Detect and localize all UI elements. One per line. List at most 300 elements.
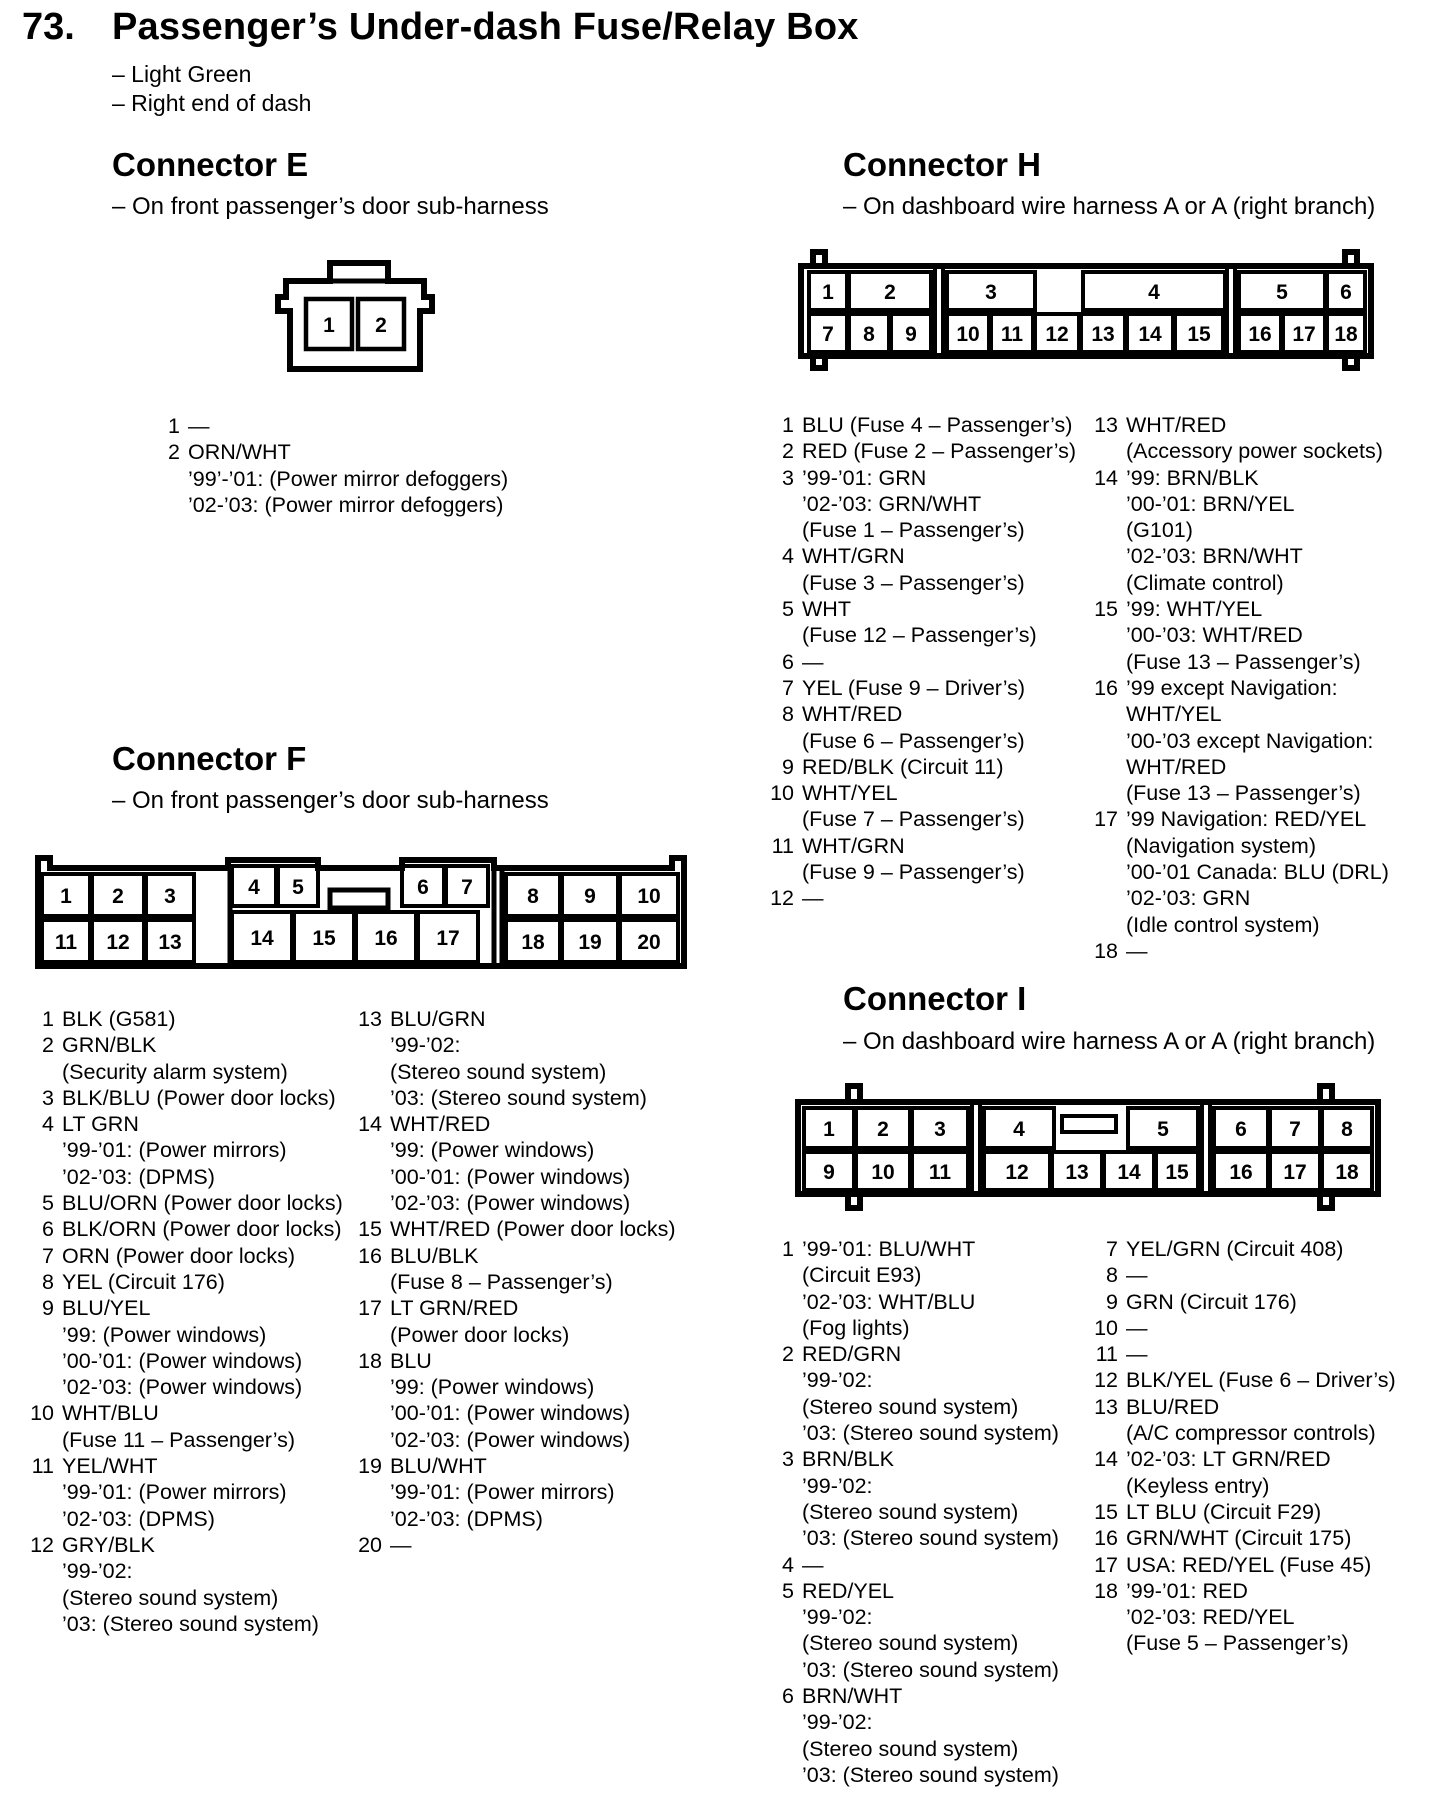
connector-f-pin-15-entry bbox=[352, 1216, 702, 1242]
pin-number: 4 bbox=[782, 544, 794, 569]
connector-f-pin-6-entry bbox=[24, 1216, 364, 1242]
connector-i-pin-label: 11 bbox=[928, 1161, 952, 1184]
connector-f-pin-label: 16 bbox=[374, 927, 398, 950]
connector-e-diagram bbox=[270, 255, 440, 375]
connector-i-pin-label: 9 bbox=[823, 1161, 835, 1184]
connector-f-pin-label: 20 bbox=[637, 931, 661, 954]
pin-wire-info: ’99-’01: (Power mirrors) bbox=[390, 1480, 615, 1505]
connector-f-pin-3-entry bbox=[24, 1085, 364, 1111]
pin-wire-info: ’02-’03: GRN/WHT bbox=[802, 491, 982, 516]
pin-number: 15 bbox=[1094, 1499, 1118, 1524]
pin-wire-info: (Navigation system) bbox=[1126, 833, 1316, 858]
pin-wire-info: (Fuse 6 – Passenger’s) bbox=[802, 728, 1025, 753]
connector-h-pin-5-entry bbox=[764, 596, 1104, 649]
pin-wire-info: USA: RED/YEL (Fuse 45) bbox=[1126, 1552, 1372, 1577]
connector-e-pin-1-entry bbox=[150, 413, 570, 439]
pin-number: 3 bbox=[782, 465, 794, 490]
pin-wire-info: ’02-’03: WHT/BLU bbox=[802, 1289, 976, 1314]
pin-wire-info: BRN/WHT bbox=[802, 1684, 903, 1709]
connector-h-title: Connector H bbox=[843, 146, 1041, 183]
connector-f-pin-label: 8 bbox=[527, 885, 539, 908]
pin-wire-info: ’99-’01: (Power mirrors) bbox=[62, 1138, 287, 1163]
pin-wire-info: BLU (Fuse 4 – Passenger’s) bbox=[802, 413, 1073, 437]
connector-f-pin-16-entry bbox=[352, 1243, 702, 1296]
connector-i-pin-list-col1 bbox=[764, 1236, 1104, 1788]
connector-f-pin-label: 14 bbox=[250, 927, 274, 950]
pin-wire-info: ’99-’01: (Power mirrors) bbox=[62, 1480, 287, 1505]
pin-wire-info: (Idle control system) bbox=[1126, 912, 1320, 937]
connector-h-pin-13-entry bbox=[1088, 412, 1438, 465]
pin-number: 16 bbox=[358, 1243, 382, 1268]
pin-wire-info: ’99: WHT/YEL bbox=[1126, 597, 1263, 622]
connector-f-pin-10-entry bbox=[24, 1400, 364, 1453]
connector-f-pin-label: 3 bbox=[164, 885, 176, 908]
connector-h-pin-label: 16 bbox=[1248, 323, 1272, 346]
pin-wire-info: WHT/RED bbox=[390, 1112, 491, 1137]
connector-i-pin-15-entry bbox=[1088, 1499, 1438, 1525]
connector-i-pin-16-entry bbox=[1088, 1525, 1438, 1551]
connector-e-pin-list bbox=[150, 413, 570, 518]
pin-wire-info: YEL (Fuse 9 – Driver’s) bbox=[802, 675, 1026, 700]
pin-wire-info: BLK/ORN (Power door locks) bbox=[62, 1217, 342, 1242]
connector-h-pin-16-entry bbox=[1088, 675, 1438, 806]
connector-h-diagram bbox=[795, 246, 1377, 376]
connector-f-pin-label: 12 bbox=[106, 931, 130, 954]
connector-i-pin-6-entry bbox=[764, 1683, 1104, 1788]
connector-h-location: – On dashboard wire harness A or A (right branch) bbox=[843, 193, 1376, 220]
connector-i-pin-9-entry bbox=[1088, 1289, 1438, 1315]
pin-wire-info: LT GRN bbox=[62, 1112, 139, 1137]
pin-number: 3 bbox=[782, 1447, 794, 1472]
pin-wire-info: (Fuse 5 – Passenger’s) bbox=[1126, 1631, 1349, 1656]
pin-wire-info: GRY/BLK bbox=[62, 1532, 155, 1557]
pin-wire-info: ’99: (Power windows) bbox=[62, 1322, 267, 1347]
pin-wire-info: WHT bbox=[802, 597, 851, 622]
pin-number: 9 bbox=[42, 1296, 54, 1321]
pin-wire-info: ’03: (Stereo sound system) bbox=[62, 1611, 319, 1636]
pin-wire-info: ’02-’03: RED/YEL bbox=[1126, 1605, 1295, 1630]
pin-number: 8 bbox=[782, 702, 794, 727]
connector-f-diagram bbox=[32, 852, 692, 972]
pin-wire-info: — bbox=[802, 1552, 824, 1577]
pin-wire-info: ’02-’03: (Power windows) bbox=[62, 1375, 303, 1400]
connector-i-pin-label: 8 bbox=[1341, 1118, 1353, 1141]
pin-wire-info: ’03: (Stereo sound system) bbox=[390, 1085, 647, 1110]
connector-f-pin-13-entry bbox=[352, 1006, 702, 1111]
pin-number: 4 bbox=[42, 1112, 54, 1137]
pin-wire-info: ’03: (Stereo sound system) bbox=[802, 1657, 1059, 1682]
pin-wire-info: — bbox=[802, 649, 824, 674]
pin-number: 7 bbox=[782, 675, 794, 700]
pin-wire-info: WHT/GRN bbox=[802, 544, 905, 569]
pin-number: 16 bbox=[1094, 675, 1118, 700]
connector-i-pin-label: 10 bbox=[871, 1161, 895, 1184]
pin-number: 1 bbox=[782, 1237, 794, 1261]
pin-number: 9 bbox=[782, 754, 794, 779]
pin-wire-info: ’99 except Navigation: bbox=[1126, 675, 1338, 700]
connector-f-pin-label: 5 bbox=[292, 876, 304, 899]
connector-f-pin-label: 11 bbox=[54, 931, 78, 954]
pin-wire-info: GRN/WHT (Circuit 175) bbox=[1126, 1526, 1352, 1551]
pin-wire-info: (Accessory power sockets) bbox=[1126, 439, 1383, 464]
pin-number: 14 bbox=[358, 1112, 382, 1137]
connector-h-pin-2-entry bbox=[764, 438, 1104, 464]
pin-number: 11 bbox=[31, 1454, 54, 1479]
connector-h-pin-4-entry bbox=[764, 543, 1104, 596]
pin-wire-info: RED (Fuse 2 – Passenger’s) bbox=[802, 439, 1077, 464]
connector-i-title: Connector I bbox=[843, 980, 1027, 1017]
pin-number: 13 bbox=[1094, 1394, 1118, 1419]
connector-f-pin-label: 2 bbox=[112, 885, 124, 908]
connector-i-pin-14-entry bbox=[1088, 1446, 1438, 1499]
pin-wire-info: (Stereo sound system) bbox=[802, 1394, 1019, 1419]
pin-wire-info: WHT/RED (Power door locks) bbox=[390, 1217, 676, 1242]
pin-wire-info: (Stereo sound system) bbox=[802, 1631, 1019, 1656]
connector-e-pin-1-label: 1 bbox=[323, 314, 335, 337]
pin-wire-info: BLU/WHT bbox=[390, 1454, 487, 1479]
pin-number: 5 bbox=[42, 1191, 54, 1216]
pin-number: 2 bbox=[168, 440, 180, 465]
pin-wire-info: ’00-’01 Canada: BLU (DRL) bbox=[1126, 860, 1389, 885]
connector-f-pin-label: 4 bbox=[248, 876, 260, 899]
connector-f-pin-label: 9 bbox=[584, 885, 596, 908]
connector-h-pin-label: 12 bbox=[1045, 323, 1069, 346]
pin-wire-info: ’02-’03: (Power mirror defoggers) bbox=[188, 492, 504, 517]
pin-wire-info: BLU/YEL bbox=[62, 1296, 151, 1321]
pin-wire-info: (Fuse 9 – Passenger’s) bbox=[802, 860, 1025, 885]
connector-i-pin-label: 12 bbox=[1005, 1161, 1029, 1184]
pin-number: 7 bbox=[42, 1243, 54, 1268]
connector-h-pin-list-col1 bbox=[764, 412, 1104, 912]
pin-number: 13 bbox=[358, 1007, 382, 1031]
pin-wire-info: — bbox=[1126, 1263, 1148, 1288]
connector-i-pin-2-entry bbox=[764, 1341, 1104, 1446]
pin-wire-info: (Fog lights) bbox=[802, 1315, 910, 1340]
connector-i-pin-8-entry bbox=[1088, 1262, 1438, 1288]
pin-number: 14 bbox=[1094, 465, 1118, 490]
pin-wire-info: ’03: (Stereo sound system) bbox=[802, 1526, 1059, 1551]
connector-h-pin-7-entry bbox=[764, 675, 1104, 701]
connector-f-pin-label: 1 bbox=[60, 885, 72, 908]
connector-i-pin-label: 18 bbox=[1335, 1161, 1359, 1184]
pin-number: 17 bbox=[358, 1296, 382, 1321]
pin-number: 5 bbox=[782, 597, 794, 622]
pin-wire-info: ’02-’03: BRN/WHT bbox=[1126, 544, 1303, 569]
pin-wire-info: BLU/GRN bbox=[390, 1007, 486, 1031]
pin-number: 17 bbox=[1094, 807, 1118, 832]
pin-wire-info: ’02-’03: LT GRN/RED bbox=[1126, 1447, 1331, 1472]
pin-wire-info: ’02-’03: (Power windows) bbox=[390, 1427, 631, 1452]
pin-wire-info: WHT/RED bbox=[1126, 754, 1227, 779]
pin-number: 17 bbox=[1094, 1552, 1118, 1577]
pin-number: 10 bbox=[30, 1401, 54, 1426]
pin-wire-info: YEL/GRN (Circuit 408) bbox=[1126, 1237, 1344, 1261]
connector-f-pin-12-entry bbox=[24, 1532, 364, 1637]
connector-i-pin-label: 6 bbox=[1235, 1118, 1247, 1141]
pin-wire-info: (Circuit E93) bbox=[802, 1263, 922, 1288]
pin-wire-info: ’02-’03: (Power windows) bbox=[390, 1191, 631, 1216]
pin-wire-info: LT BLU (Circuit F29) bbox=[1126, 1499, 1322, 1524]
pin-wire-info: (G101) bbox=[1126, 518, 1193, 543]
pin-number: 10 bbox=[1094, 1315, 1118, 1340]
pin-wire-info: ’02-’03: (DPMS) bbox=[390, 1506, 543, 1531]
connector-h-pin-14-entry bbox=[1088, 465, 1438, 596]
connector-i-pin-label: 17 bbox=[1283, 1161, 1307, 1184]
connector-f-pin-label: 18 bbox=[521, 931, 545, 954]
connector-f-pin-1-entry bbox=[24, 1006, 364, 1032]
pin-wire-info: ’99-’02: bbox=[802, 1710, 873, 1735]
connector-h-pin-15-entry bbox=[1088, 596, 1438, 675]
pin-wire-info: ’99-’02: bbox=[802, 1368, 873, 1393]
connector-f-location: – On front passenger’s door sub-harness bbox=[112, 787, 549, 814]
pin-wire-info: LT GRN/RED bbox=[390, 1296, 519, 1321]
pin-number: 6 bbox=[782, 1684, 794, 1709]
pin-number: 3 bbox=[42, 1085, 54, 1110]
connector-f-pin-label: 13 bbox=[158, 931, 182, 954]
pin-number: 11 bbox=[771, 833, 794, 858]
pin-wire-info: (Fuse 11 – Passenger’s) bbox=[62, 1427, 296, 1452]
pin-number: 14 bbox=[1094, 1447, 1118, 1472]
pin-wire-info: ’99: (Power windows) bbox=[390, 1375, 595, 1400]
pin-wire-info: (Fuse 12 – Passenger’s) bbox=[802, 623, 1037, 648]
pin-number: 18 bbox=[358, 1348, 382, 1373]
pin-wire-info: (A/C compressor controls) bbox=[1126, 1421, 1376, 1446]
connector-h-pin-18-entry bbox=[1088, 938, 1438, 964]
pin-wire-info: ’99: (Power windows) bbox=[390, 1138, 595, 1163]
pin-wire-info: BLU/RED bbox=[1126, 1394, 1220, 1419]
pin-wire-info: — bbox=[802, 886, 824, 911]
pin-number: 2 bbox=[782, 439, 794, 464]
pin-wire-info: (Stereo sound system) bbox=[802, 1499, 1019, 1524]
connector-h-pin-label: 10 bbox=[956, 323, 980, 346]
connector-h-pin-list-col2 bbox=[1088, 412, 1438, 964]
connector-i-location: – On dashboard wire harness A or A (right branch) bbox=[843, 1028, 1376, 1055]
connector-i-pin-4-entry bbox=[764, 1552, 1104, 1578]
connector-e-pin-2-entry bbox=[150, 439, 570, 518]
connector-f-pin-5-entry bbox=[24, 1190, 364, 1216]
pin-wire-info: ’99-’02: bbox=[390, 1033, 461, 1058]
pin-number: 2 bbox=[782, 1342, 794, 1367]
pin-number: 8 bbox=[42, 1269, 54, 1294]
connector-i-pin-label: 7 bbox=[1289, 1118, 1301, 1141]
pin-number: 8 bbox=[1106, 1263, 1118, 1288]
section-number: 73. bbox=[22, 6, 75, 48]
pin-wire-info: RED/YEL bbox=[802, 1578, 895, 1603]
pin-wire-info: YEL (Circuit 176) bbox=[62, 1269, 225, 1294]
pin-wire-info: WHT/RED bbox=[802, 702, 903, 727]
box-color: – Light Green bbox=[112, 61, 252, 87]
connector-h-pin-label: 1 bbox=[822, 281, 834, 304]
connector-h-pin-label: 8 bbox=[863, 323, 875, 346]
connector-h-pin-label: 7 bbox=[822, 323, 834, 346]
pin-number: 15 bbox=[358, 1217, 382, 1242]
pin-number: 12 bbox=[770, 886, 794, 911]
connector-h-pin-11-entry bbox=[764, 833, 1104, 886]
pin-wire-info: BRN/BLK bbox=[802, 1447, 895, 1472]
connector-i-pin-13-entry bbox=[1088, 1394, 1438, 1447]
pin-wire-info: ’00-’03: WHT/RED bbox=[1126, 623, 1303, 648]
connector-f-title: Connector F bbox=[112, 740, 307, 777]
connector-i-pin-7-entry bbox=[1088, 1236, 1438, 1262]
connector-h-pin-label: 11 bbox=[1000, 323, 1024, 346]
pin-number: 5 bbox=[782, 1578, 794, 1603]
pin-number: 12 bbox=[30, 1532, 54, 1557]
connector-i-diagram bbox=[792, 1078, 1384, 1218]
pin-wire-info: — bbox=[390, 1532, 412, 1557]
pin-wire-info: (Fuse 8 – Passenger’s) bbox=[390, 1269, 613, 1294]
connector-h-pin-label: 9 bbox=[905, 323, 917, 346]
pin-number: 1 bbox=[782, 413, 794, 437]
connector-e-title: Connector E bbox=[112, 146, 309, 183]
pin-wire-info: GRN/BLK bbox=[62, 1033, 157, 1058]
pin-number: 6 bbox=[42, 1217, 54, 1242]
connector-h-pin-label: 17 bbox=[1292, 323, 1316, 346]
pin-wire-info: ’99-’02: bbox=[802, 1605, 873, 1630]
connector-h-pin-10-entry bbox=[764, 780, 1104, 833]
pin-number: 16 bbox=[1094, 1526, 1118, 1551]
connector-i-pin-label: 4 bbox=[1013, 1118, 1025, 1141]
pin-wire-info: ’99-’01: GRN bbox=[802, 465, 927, 490]
pin-wire-info: WHT/RED bbox=[1126, 413, 1227, 437]
connector-i-pin-label: 3 bbox=[934, 1118, 946, 1141]
pin-wire-info: ’03: (Stereo sound system) bbox=[802, 1421, 1059, 1446]
pin-wire-info: ’99-’01: BLU/WHT bbox=[802, 1237, 976, 1261]
pin-wire-info: — bbox=[1126, 1315, 1148, 1340]
pin-wire-info: (Fuse 7 – Passenger’s) bbox=[802, 807, 1025, 832]
pin-wire-info: ’99: BRN/BLK bbox=[1126, 465, 1259, 490]
pin-wire-info: BLU/BLK bbox=[390, 1243, 479, 1268]
connector-i-pin-12-entry bbox=[1088, 1367, 1438, 1393]
pin-wire-info: RED/GRN bbox=[802, 1342, 902, 1367]
pin-number: 10 bbox=[770, 781, 794, 806]
pin-wire-info: ’99-’02: bbox=[62, 1559, 133, 1584]
connector-h-pin-17-entry bbox=[1088, 806, 1438, 937]
pin-wire-info: (Stereo sound system) bbox=[62, 1585, 279, 1610]
pin-wire-info: ’99’-’01: (Power mirror defoggers) bbox=[188, 466, 509, 491]
pin-wire-info: ’00-’01: BRN/YEL bbox=[1126, 491, 1295, 516]
connector-f-pin-7-entry bbox=[24, 1243, 364, 1269]
connector-f-pin-label: 19 bbox=[578, 931, 602, 954]
pin-wire-info: ’03: (Stereo sound system) bbox=[802, 1762, 1059, 1787]
pin-number: 11 bbox=[1095, 1342, 1118, 1367]
connector-i-pin-label: 5 bbox=[1157, 1118, 1169, 1141]
box-location: – Right end of dash bbox=[112, 90, 312, 116]
pin-wire-info: ’00-’03 except Navigation: bbox=[1126, 728, 1374, 753]
connector-i-pin-list-col2 bbox=[1088, 1236, 1438, 1657]
connector-i-pin-label: 14 bbox=[1117, 1161, 1141, 1184]
connector-i-pin-18-entry bbox=[1088, 1578, 1438, 1657]
connector-h-pin-label: 15 bbox=[1187, 323, 1211, 346]
pin-wire-info: ’00-’01: (Power windows) bbox=[390, 1164, 631, 1189]
pin-number: 9 bbox=[1106, 1289, 1118, 1314]
pin-number: 6 bbox=[782, 649, 794, 674]
connector-f-pin-label: 15 bbox=[312, 927, 336, 950]
pin-number: 15 bbox=[1094, 597, 1118, 622]
connector-f-pin-list-col2 bbox=[352, 1006, 702, 1558]
connector-i-pin-1-entry bbox=[764, 1236, 1104, 1341]
pin-wire-info: ’00-’01: (Power windows) bbox=[62, 1348, 303, 1373]
connector-f-pin-17-entry bbox=[352, 1295, 702, 1348]
pin-number: 1 bbox=[168, 414, 180, 438]
pin-wire-info: (Climate control) bbox=[1126, 570, 1284, 595]
pin-wire-info: (Security alarm system) bbox=[62, 1059, 288, 1084]
connector-h-pin-label: 5 bbox=[1276, 281, 1288, 304]
pin-wire-info: BLK/BLU (Power door locks) bbox=[62, 1085, 336, 1110]
pin-number: 18 bbox=[1094, 938, 1118, 963]
connector-i-pin-10-entry bbox=[1088, 1315, 1438, 1341]
pin-number: 7 bbox=[1106, 1237, 1118, 1261]
pin-number: 4 bbox=[782, 1552, 794, 1577]
pin-wire-info: (Fuse 13 – Passenger’s) bbox=[1126, 781, 1361, 806]
pin-wire-info: ’02-’03: (DPMS) bbox=[62, 1506, 215, 1531]
connector-f-pin-20-entry bbox=[352, 1532, 702, 1558]
pin-wire-info: WHT/YEL bbox=[802, 781, 898, 806]
connector-f-pin-9-entry bbox=[24, 1295, 364, 1400]
connector-h-pin-label: 6 bbox=[1340, 281, 1352, 304]
connector-i-pin-label: 2 bbox=[877, 1118, 889, 1141]
connector-h-pin-1-entry bbox=[764, 412, 1104, 438]
connector-h-pin-label: 18 bbox=[1334, 323, 1358, 346]
pin-number: 1 bbox=[42, 1007, 54, 1031]
pin-wire-info: BLK/YEL (Fuse 6 – Driver’s) bbox=[1126, 1368, 1396, 1393]
pin-number: 18 bbox=[1094, 1578, 1118, 1603]
pin-number: 20 bbox=[358, 1532, 382, 1557]
pin-wire-info: ’99 Navigation: RED/YEL bbox=[1126, 807, 1367, 832]
pin-number: 13 bbox=[1094, 413, 1118, 437]
connector-e-location: – On front passenger’s door sub-harness bbox=[112, 193, 549, 220]
connector-h-pin-9-entry bbox=[764, 754, 1104, 780]
pin-wire-info: (Fuse 3 – Passenger’s) bbox=[802, 570, 1025, 595]
connector-h-pin-label: 2 bbox=[884, 281, 896, 304]
connector-e-pin-2-label: 2 bbox=[375, 314, 387, 337]
pin-wire-info: WHT/YEL bbox=[1126, 702, 1222, 727]
pin-wire-info: (Keyless entry) bbox=[1126, 1473, 1270, 1498]
pin-wire-info: ’02-’03: (DPMS) bbox=[62, 1164, 215, 1189]
pin-wire-info: RED/BLK (Circuit 11) bbox=[802, 754, 1004, 779]
connector-f-pin-18-entry bbox=[352, 1348, 702, 1453]
pin-wire-info: (Stereo sound system) bbox=[390, 1059, 607, 1084]
connector-i-pin-label: 16 bbox=[1229, 1161, 1253, 1184]
connector-f-pin-label: 7 bbox=[461, 876, 473, 899]
connector-h-pin-8-entry bbox=[764, 701, 1104, 754]
pin-wire-info: (Stereo sound system) bbox=[802, 1736, 1019, 1761]
connector-f-pin-label: 17 bbox=[436, 927, 460, 950]
connector-f-pin-list-col1 bbox=[24, 1006, 364, 1637]
pin-wire-info: — bbox=[1126, 1342, 1148, 1367]
pin-wire-info: ’02-’03: GRN bbox=[1126, 886, 1251, 911]
pin-wire-info: — bbox=[1126, 938, 1148, 963]
pin-wire-info: BLK (G581) bbox=[62, 1007, 176, 1031]
pin-wire-info: ’00-’01: (Power windows) bbox=[390, 1401, 631, 1426]
connector-h-pin-6-entry bbox=[764, 649, 1104, 675]
connector-i-pin-3-entry bbox=[764, 1446, 1104, 1551]
connector-h-pin-label: 4 bbox=[1148, 281, 1160, 304]
pin-number: 2 bbox=[42, 1033, 54, 1058]
pin-wire-info: ORN (Power door locks) bbox=[62, 1243, 295, 1268]
pin-wire-info: ’99-’01: RED bbox=[1126, 1578, 1248, 1603]
connector-f-pin-label: 10 bbox=[637, 885, 661, 908]
connector-i-pin-label: 13 bbox=[1065, 1161, 1089, 1184]
connector-f-pin-19-entry bbox=[352, 1453, 702, 1532]
pin-wire-info: ORN/WHT bbox=[188, 440, 291, 465]
connector-f-pin-14-entry bbox=[352, 1111, 702, 1216]
connector-i-pin-label: 1 bbox=[823, 1118, 835, 1141]
pin-wire-info: GRN (Circuit 176) bbox=[1126, 1289, 1297, 1314]
pin-wire-info: (Power door locks) bbox=[390, 1322, 570, 1347]
pin-wire-info: ’99-’02: bbox=[802, 1473, 873, 1498]
connector-i-pin-17-entry bbox=[1088, 1552, 1438, 1578]
connector-f-pin-8-entry bbox=[24, 1269, 364, 1295]
